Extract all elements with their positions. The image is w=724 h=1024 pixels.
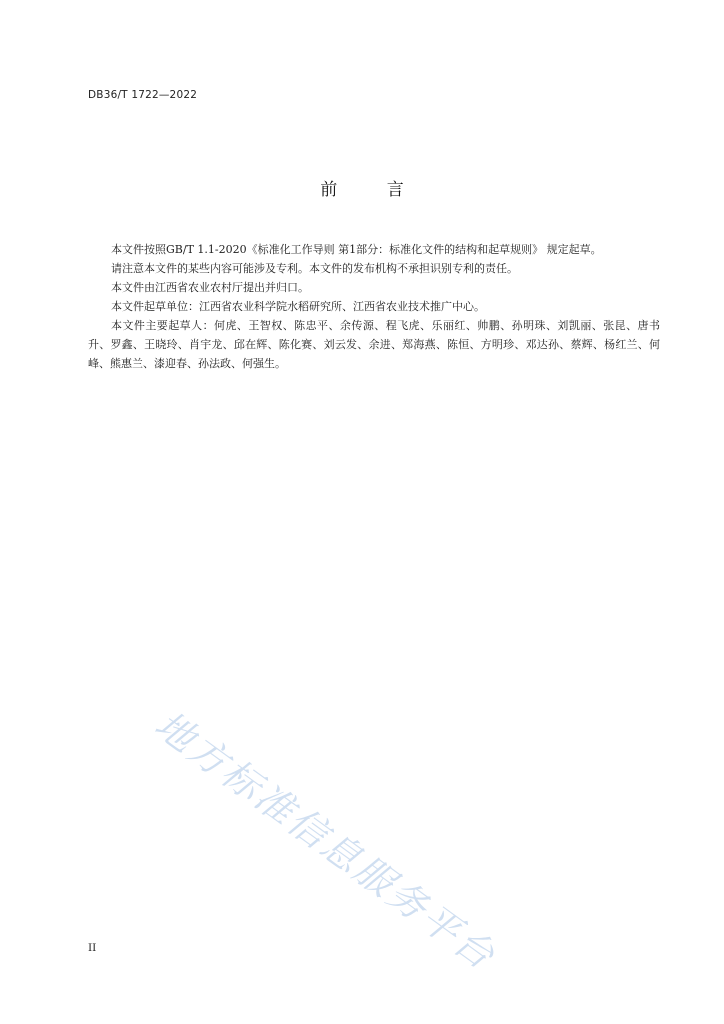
page-title: 前 言 <box>320 180 426 200</box>
foreword-body <box>88 240 660 373</box>
paragraph-proposer: 本文件由江西省农业农村厅提出并归口。 <box>111 281 309 294</box>
watermark: 地方标准信息服务平台 <box>146 702 505 979</box>
paragraph-drafting-rules: 本文件按照GB/T 1.1-2020《标准化工作导则 第1部分：标准化文件的结构和起草规则》 规定起草。 <box>111 243 602 256</box>
paragraph-patent-notice: 请注意本文件的某些内容可能涉及专利。本文件的发布机构不承担识别专利的责任。 <box>111 262 518 275</box>
document-code: DB36/T 1722—2022 <box>88 89 198 101</box>
page-number: II <box>88 942 97 954</box>
paragraph-drafting-units: 本文件起草单位：江西省农业科学院水稻研究所、江西省农业技术推广中心。 <box>111 300 485 313</box>
paragraph-drafters: 本文件主要起草人：何虎、王智权、陈忠平、余传源、程飞虎、乐丽红、帅鹏、孙明珠、刘凯丽、张昆、唐书升、罗鑫、王晓玲、肖宇龙、邱在辉、陈化赛、刘云发、余进、郑海燕、陈恒、方明珍、邓达孙、蔡辉、杨红兰、何峰、熊惠兰、漆迎春、孙法政、何强生。 <box>88 319 660 370</box>
